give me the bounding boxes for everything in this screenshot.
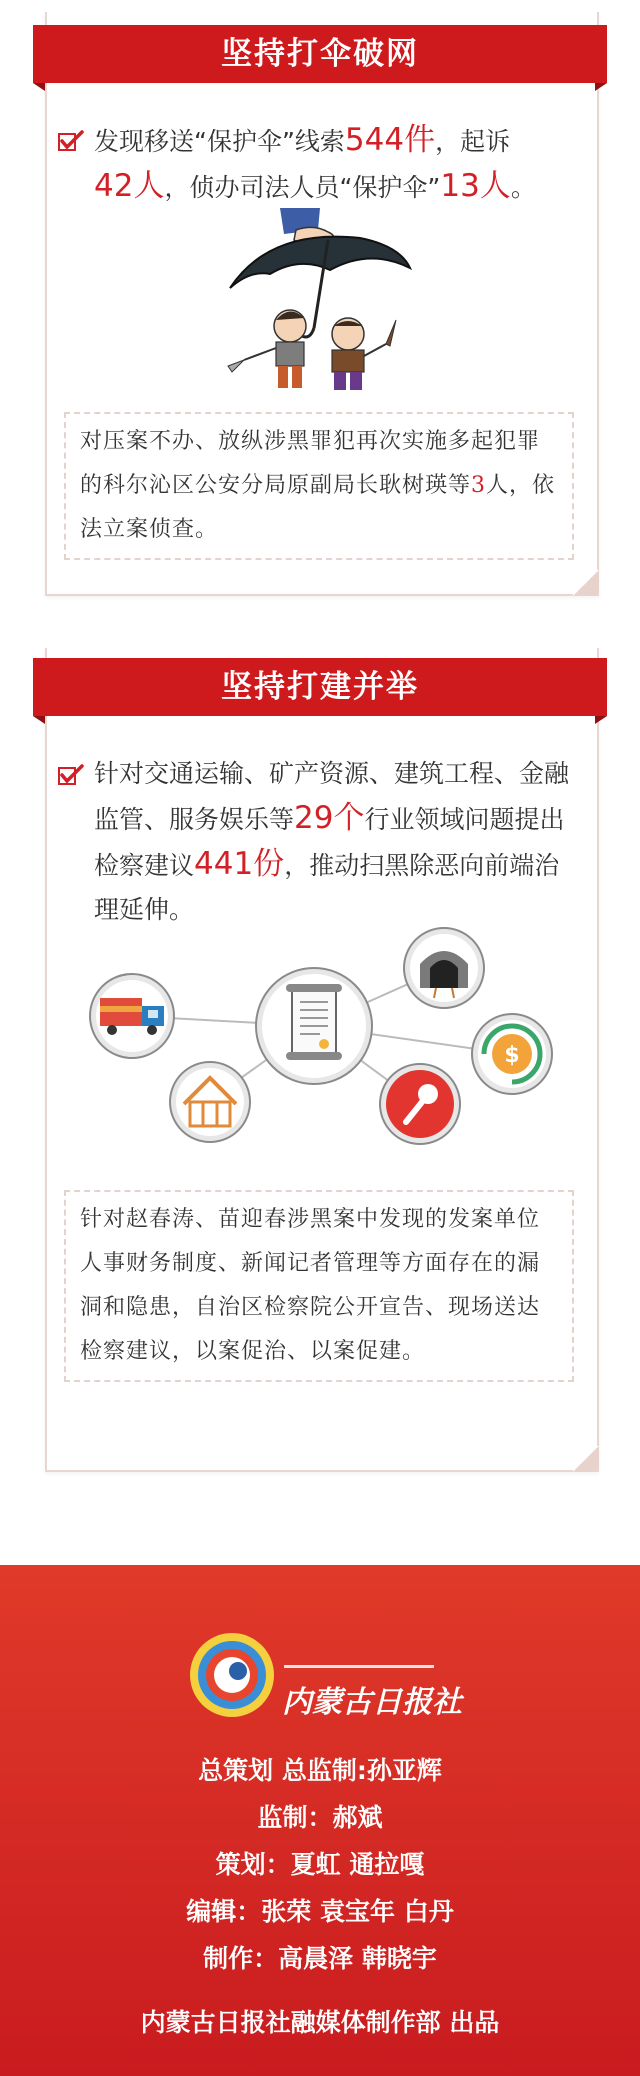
highlight-number: 29个 — [294, 800, 365, 836]
page-curl-decoration — [573, 1446, 599, 1472]
credit-line: 监制：郝斌 — [257, 1803, 383, 1832]
text-fragment: 。 — [510, 173, 536, 202]
microphone-icon — [380, 1064, 460, 1144]
section1-point — [58, 118, 578, 210]
page-curl-decoration — [573, 570, 599, 596]
section2-note: 针对赵春涛、苗迎春涉黑案中发现的发案单位人事财务制度、新闻记者管理等方面存在的漏洞和隐患，自治区检察院公开宣告、现场送达检察建议，以案促治、以案促建。 — [64, 1190, 574, 1382]
coin-icon — [472, 1014, 552, 1094]
mongolian-script-decoration — [284, 1639, 434, 1668]
section2-point — [58, 752, 578, 932]
text-fragment: ，侦办司法人员“保护伞” — [164, 173, 441, 202]
highlight-number: 544件 — [344, 122, 436, 158]
section1-title: 坚持打伞破网 — [33, 25, 607, 83]
svg-text:$: $ — [504, 1043, 520, 1068]
check-icon — [58, 130, 84, 152]
network-illustration — [80, 922, 560, 1162]
credit-line: 内蒙古日报社融媒体制作部 出品 — [140, 2008, 500, 2037]
logo-text: 内蒙古日报社 — [282, 1685, 462, 1720]
truck-icon — [90, 974, 174, 1058]
check-icon — [58, 764, 84, 786]
umbrella-illustration — [210, 208, 440, 398]
text-fragment: 发现移送“保护伞”线索 — [94, 127, 345, 156]
section1-point-text — [94, 118, 578, 210]
credit-line: 制作：高晨泽 韩晓宇 — [203, 1944, 437, 1973]
tunnel-icon — [404, 928, 484, 1008]
section2-point-text — [94, 752, 578, 932]
warehouse-icon — [170, 1062, 250, 1142]
note-highlight: 3 — [471, 473, 487, 498]
text-fragment: 行业领域问题提出检察建议 — [94, 805, 565, 880]
credit-line: 策划：夏虹 通拉嘎 — [215, 1850, 425, 1879]
highlight-number: 42人 — [94, 168, 165, 204]
text-fragment: ，推动扫黑除恶向前端治理延伸。 — [94, 851, 560, 924]
highlight-number: 441份 — [194, 846, 285, 882]
highlight-number: 13人 — [440, 168, 511, 204]
note-text: 对压案不办、放纵涉黑罪犯再次实施多起犯罪的科尔沁区公安分局原副局长耿树瑛等 — [80, 429, 541, 498]
credit-line: 编辑：张荣 袁宝年 白丹 — [186, 1897, 454, 1926]
document-icon — [256, 968, 372, 1084]
footer — [0, 1565, 640, 2076]
text-fragment: 针对交通运输、矿产资源、建筑工程、金融监管、服务娱乐等 — [94, 759, 570, 834]
credit-line: 总策划 总监制:孙亚辉 — [198, 1756, 442, 1785]
section1-note — [64, 412, 574, 560]
section2-title: 坚持打建并举 — [33, 658, 607, 716]
note-text: 人，依法立案侦查。 — [80, 473, 556, 542]
text-fragment: ，起诉 — [435, 127, 511, 156]
